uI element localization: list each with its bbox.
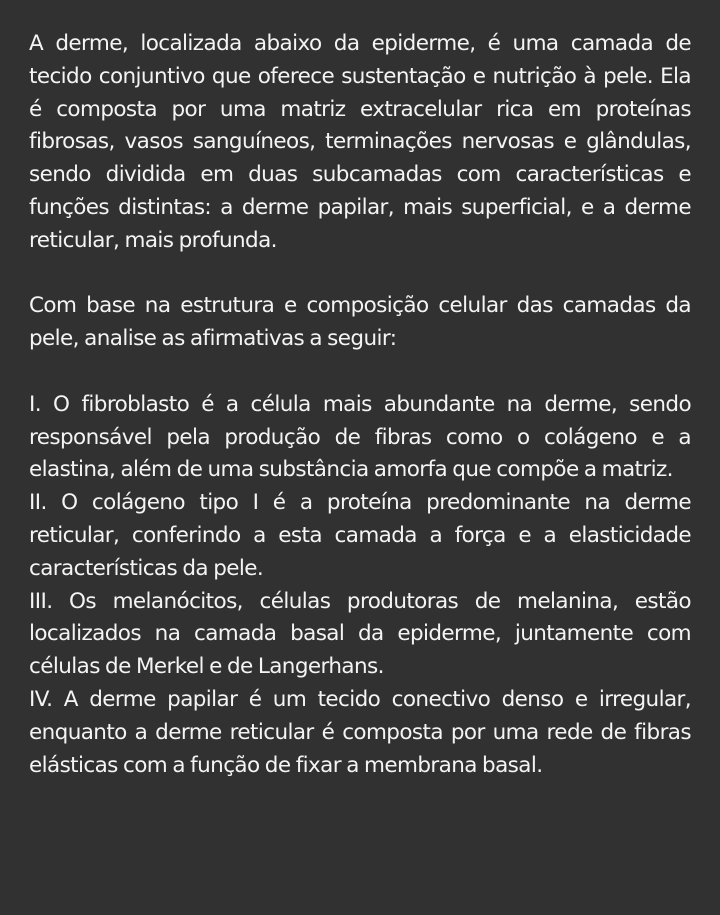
prompt-paragraph: Com base na estrutura e composição celular das camadas da pele, analise as afirmativas a seguir:	[29, 293, 691, 352]
intro-paragraph: A derme, localizada abaixo da epiderme, é uma camada de tecido conjuntivo que oferece sustentação e nutrição à pele. Ela é composta por uma matriz extracelular rica em proteínas fibrosas, vasos sanguíneos, terminações nervosas e glândulas, sendo dividida em duas subcamadas com características e funções distintas: a derme papilar, mais superficial, e a derme reticular, mais profunda.	[29, 31, 691, 253]
statement-i: I. O fibroblasto é a célula mais abundante na derme, sendo responsável pela produção de fibras como o colágeno e a elastina, além de uma substância amorfa que compõe a matriz.	[29, 391, 691, 483]
paragraph-spacer	[29, 356, 691, 389]
statement-ii: II. O colágeno tipo I é a proteína predominante na derme reticular, conferindo a esta camada a força e a elasticidade características da pele.	[29, 490, 691, 581]
paragraph-spacer	[29, 258, 691, 291]
statement-iv: IV. A derme papilar é um tecido conectivo denso e irregular, enquanto a derme reticular é composta por uma rede de fibras elásticas com a função de fixar a membrana basal.	[29, 686, 691, 778]
statement-iii: III. Os melanócitos, células produtoras de melanina, estão localizados na camada basal da epiderme, juntamente com células de Merkel e de Langerhans.	[29, 588, 691, 680]
